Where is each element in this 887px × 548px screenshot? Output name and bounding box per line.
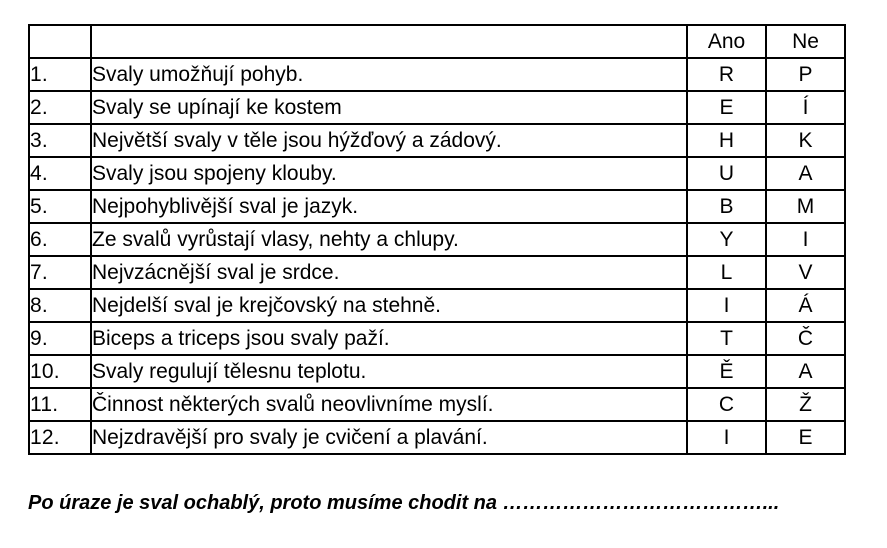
table-row [29,223,845,256]
quiz-table-container [28,24,844,455]
table-row [29,91,845,124]
row-answer-no[interactable]: Č [766,322,845,355]
row-answer-no[interactable]: Á [766,289,845,322]
footer-answer-blank[interactable]: ………………………………….. [502,492,774,514]
row-answer-yes[interactable]: I [687,421,766,454]
header-statement [91,25,687,58]
row-answer-yes[interactable]: Ě [687,355,766,388]
row-statement: Svaly regulují tělesnu teplotu. [91,355,687,388]
row-statement: Ze svalů vyrůstají vlasy, nehty a chlupy. [91,223,687,256]
footer-period: . [773,492,780,514]
row-statement: Biceps a triceps jsou svaly paží. [91,322,687,355]
row-answer-yes[interactable]: T [687,322,766,355]
header-row [29,25,845,58]
row-number: 4. [29,157,91,190]
row-answer-yes[interactable]: Y [687,223,766,256]
header-no: Ne [766,25,845,58]
table-row [29,421,845,454]
row-statement: Svaly jsou spojeny klouby. [91,157,687,190]
row-answer-no[interactable]: M [766,190,845,223]
row-answer-no[interactable]: K [766,124,845,157]
row-answer-no[interactable]: A [766,355,845,388]
row-number: 1. [29,58,91,91]
row-number: 3. [29,124,91,157]
row-number: 7. [29,256,91,289]
row-statement: Nejvzácnější sval je srdce. [91,256,687,289]
table-body [29,58,845,454]
table-row [29,58,845,91]
row-statement: Činnost některých svalů neovlivníme myslí. [91,388,687,421]
row-answer-yes[interactable]: B [687,190,766,223]
row-number: 6. [29,223,91,256]
row-answer-no[interactable]: V [766,256,845,289]
footer-prompt-text: Po úraze je sval ochablý, proto musíme chodit na [28,492,503,514]
header-number [29,25,91,58]
row-statement: Nejdelší sval je krejčovský na stehně. [91,289,687,322]
row-statement: Svaly se upínají ke kostem [91,91,687,124]
row-number: 5. [29,190,91,223]
table-row [29,388,845,421]
row-answer-yes[interactable]: U [687,157,766,190]
table-row [29,157,845,190]
quiz-table [28,24,846,455]
row-answer-yes[interactable]: H [687,124,766,157]
row-answer-yes[interactable]: L [687,256,766,289]
table-row [29,190,845,223]
table-row [29,355,845,388]
row-statement: Nejzdravější pro svaly je cvičení a plavání. [91,421,687,454]
row-number: 11. [29,388,91,421]
table-row [29,289,845,322]
header-yes: Ano [687,25,766,58]
row-statement: Svaly umožňují pohyb. [91,58,687,91]
row-number: 2. [29,91,91,124]
row-answer-no[interactable]: E [766,421,845,454]
footer-prompt [28,492,858,515]
table-row [29,124,845,157]
row-number: 12. [29,421,91,454]
row-answer-yes[interactable]: E [687,91,766,124]
row-statement: Nejpohyblivější sval je jazyk. [91,190,687,223]
row-number: 9. [29,322,91,355]
table-row [29,256,845,289]
row-number: 8. [29,289,91,322]
row-answer-no[interactable]: A [766,157,845,190]
row-answer-yes[interactable]: R [687,58,766,91]
row-answer-no[interactable]: Ž [766,388,845,421]
row-answer-no[interactable]: Í [766,91,845,124]
row-answer-no[interactable]: P [766,58,845,91]
row-statement: Největší svaly v těle jsou hýžďový a zádový. [91,124,687,157]
table-row [29,322,845,355]
row-answer-no[interactable]: I [766,223,845,256]
row-answer-yes[interactable]: C [687,388,766,421]
table-header [29,25,845,58]
row-answer-yes[interactable]: I [687,289,766,322]
row-number: 10. [29,355,91,388]
